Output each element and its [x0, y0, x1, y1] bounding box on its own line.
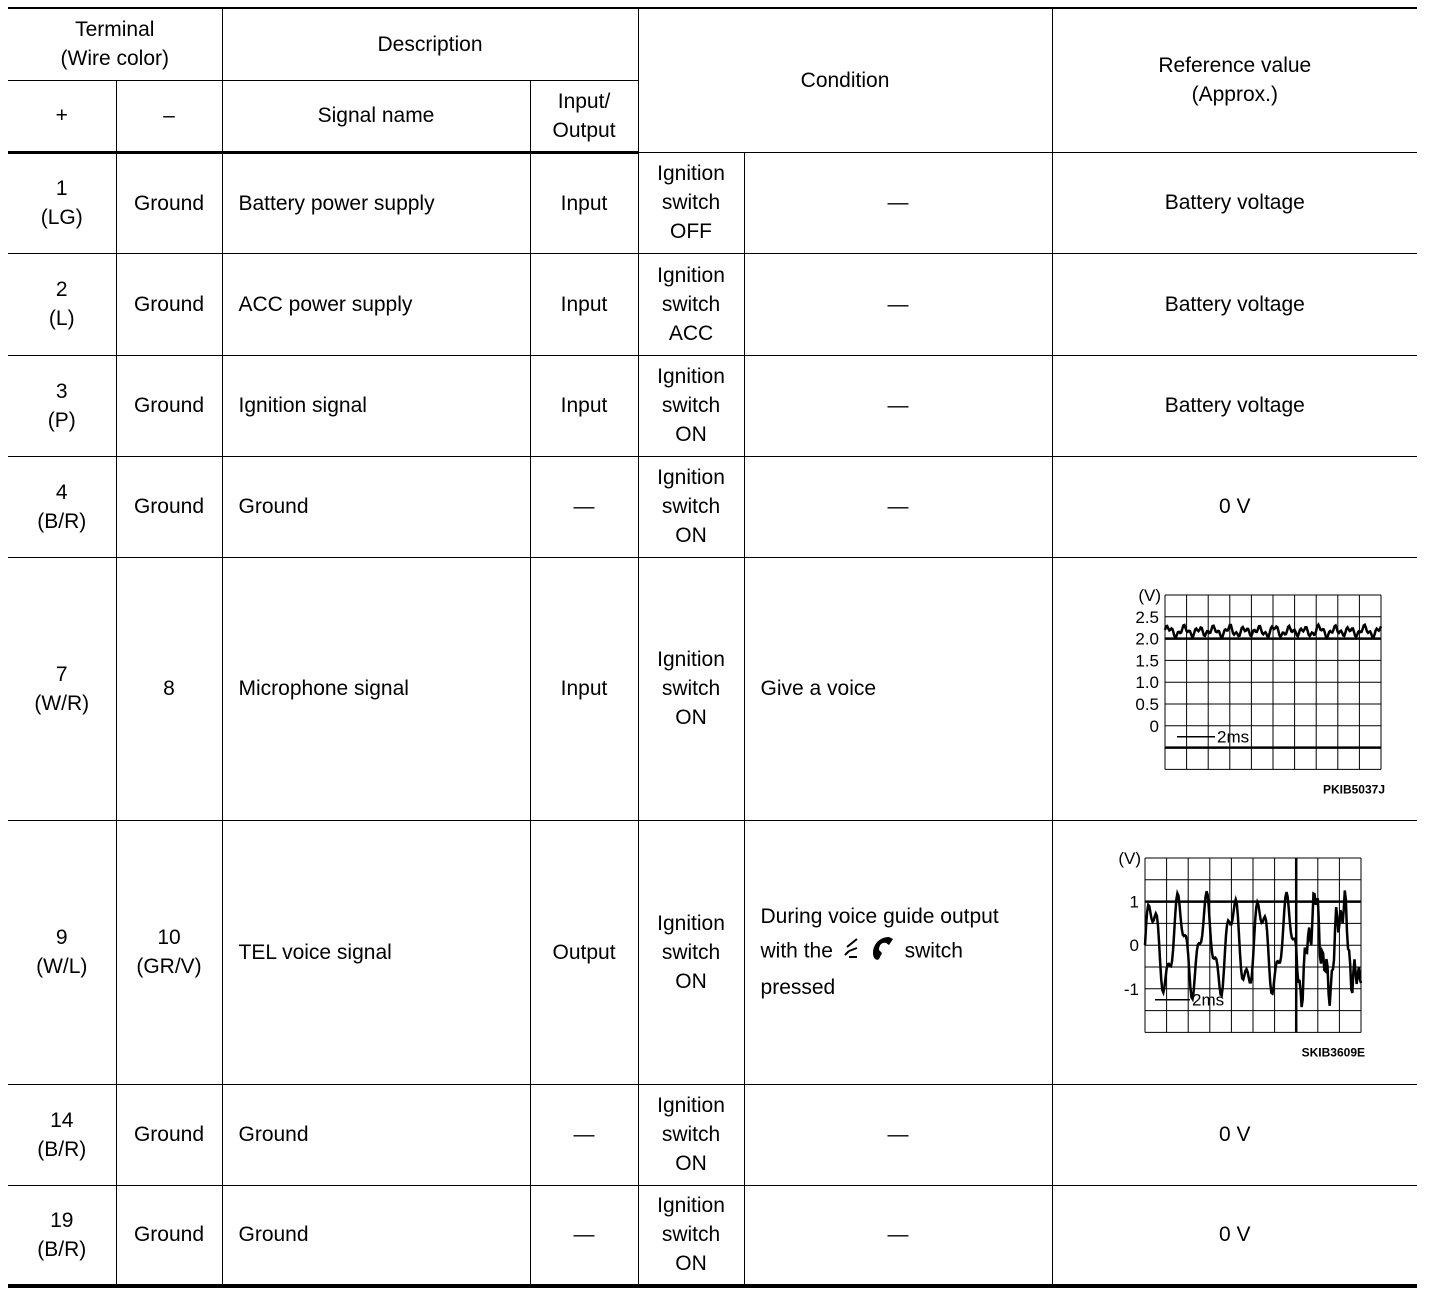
tick-label: 0	[1149, 716, 1159, 736]
condition-detail: —	[744, 355, 1052, 456]
table-row	[8, 557, 1417, 820]
header-condition: Condition	[638, 8, 1052, 152]
timebase-label: 2ms	[1216, 727, 1249, 747]
input-output: —	[530, 1084, 638, 1185]
condition-switch: Ignition switch ON	[638, 820, 744, 1084]
voice-phone-switch-icon	[839, 933, 899, 971]
reference-value: 0 V	[1052, 456, 1417, 557]
signal-name: TEL voice signal	[222, 820, 530, 1084]
terminal-minus: Ground	[116, 355, 222, 456]
terminal-minus: 8	[116, 557, 222, 820]
table-row	[8, 1185, 1417, 1286]
signal-name: ACC power supply	[222, 253, 530, 355]
tick-label: 2.5	[1135, 607, 1159, 627]
signal-name: Microphone signal	[222, 557, 530, 820]
figure-code: SKIB3609E	[1301, 1045, 1365, 1058]
signal-name: Ground	[222, 456, 530, 557]
terminal-plus: 9 (W/L)	[8, 820, 116, 1084]
unit-label: (V)	[1138, 585, 1161, 605]
reference-value: 0 V	[1052, 1185, 1417, 1286]
tick-label: 1.5	[1135, 650, 1159, 670]
table-row	[8, 253, 1417, 355]
header-description: Description	[222, 8, 638, 80]
reference-value: Battery voltage	[1052, 355, 1417, 456]
terminal-plus: 14 (B/R)	[8, 1084, 116, 1185]
condition-detail: —	[744, 1185, 1052, 1286]
condition-switch: Ignition switch ON	[638, 1185, 744, 1286]
condition-detail: —	[744, 152, 1052, 253]
condition-detail: Give a voice	[744, 557, 1052, 820]
input-output: Input	[530, 152, 638, 253]
header-signal-name: Signal name	[222, 80, 530, 152]
condition-switch: Ignition switch ACC	[638, 253, 744, 355]
terminal-minus: Ground	[116, 253, 222, 355]
input-output: Input	[530, 253, 638, 355]
terminal-plus: 4 (B/R)	[8, 456, 116, 557]
figure-code: PKIB5037J	[1322, 781, 1385, 795]
condition-detail	[744, 820, 1052, 1084]
unit-label: (V)	[1118, 849, 1141, 868]
terminal-plus: 7 (W/R)	[8, 557, 116, 820]
condition-detail: —	[744, 456, 1052, 557]
header-terminal: Terminal (Wire color)	[8, 8, 222, 80]
terminal-minus: Ground	[116, 1185, 222, 1286]
condition-switch: Ignition switch OFF	[638, 152, 744, 253]
tick-label: 1	[1129, 892, 1139, 912]
terminal-plus: 1 (LG)	[8, 152, 116, 253]
condition-switch: Ignition switch ON	[638, 355, 744, 456]
header-io: Input/ Output	[530, 80, 638, 152]
terminal-minus: 10 (GR/V)	[116, 820, 222, 1084]
table-row	[8, 152, 1417, 253]
reference-value: Battery voltage	[1052, 152, 1417, 253]
input-output: Input	[530, 355, 638, 456]
terminal-plus: 19 (B/R)	[8, 1185, 116, 1286]
tick-label: 0	[1129, 936, 1139, 956]
signal-name: Ignition signal	[222, 355, 530, 456]
tick-label: 2.0	[1135, 629, 1159, 649]
signal-name: Ground	[222, 1084, 530, 1185]
condition-text-b: switch pressed	[760, 939, 963, 999]
timebase-label: 2ms	[1191, 990, 1224, 1010]
condition-switch: Ignition switch ON	[638, 1084, 744, 1185]
tick-label: 1.0	[1135, 672, 1159, 692]
reference-value: Battery voltage	[1052, 253, 1417, 355]
table-row	[8, 820, 1417, 1084]
terminal-minus: Ground	[116, 1084, 222, 1185]
condition-text-a: During voice guide output with the	[760, 905, 999, 963]
terminal-minus: Ground	[116, 152, 222, 253]
input-output: Input	[530, 557, 638, 820]
header-plus: +	[8, 80, 116, 152]
table-row	[8, 1084, 1417, 1185]
terminal-plus: 2 (L)	[8, 253, 116, 355]
condition-switch: Ignition switch ON	[638, 557, 744, 820]
input-output: Output	[530, 820, 638, 1084]
microphone-waveform	[1052, 557, 1417, 820]
terminal-reference-table	[8, 7, 1417, 1288]
tick-label: -1	[1123, 979, 1139, 999]
tick-label: 0.5	[1135, 694, 1159, 714]
table-row	[8, 456, 1417, 557]
condition-detail: —	[744, 1084, 1052, 1185]
tel-voice-waveform	[1052, 820, 1417, 1084]
table-row	[8, 355, 1417, 456]
header-reference: Reference value (Approx.)	[1052, 8, 1417, 152]
signal-name: Ground	[222, 1185, 530, 1286]
header-minus: –	[116, 80, 222, 152]
input-output: —	[530, 456, 638, 557]
reference-value: 0 V	[1052, 1084, 1417, 1185]
condition-switch: Ignition switch ON	[638, 456, 744, 557]
terminal-plus: 3 (P)	[8, 355, 116, 456]
condition-detail: —	[744, 253, 1052, 355]
signal-name: Battery power supply	[222, 152, 530, 253]
terminal-minus: Ground	[116, 456, 222, 557]
input-output: —	[530, 1185, 638, 1286]
